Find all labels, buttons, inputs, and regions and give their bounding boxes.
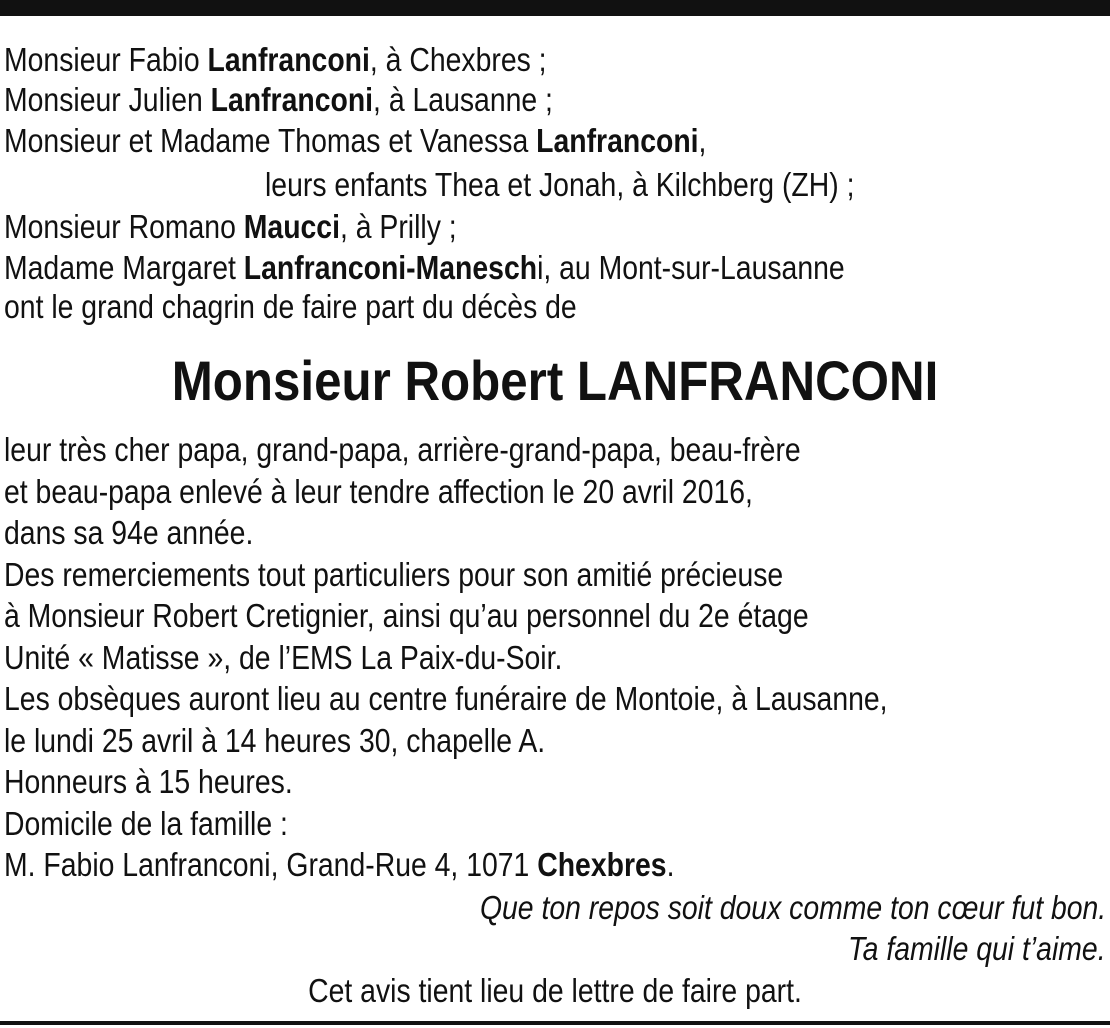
bottom-rule <box>0 1021 1110 1025</box>
body-line-4: Des remerciements tout particuliers pour son amitié précieuse <box>4 556 784 593</box>
body-line-9: Honneurs à 15 heures. <box>4 763 293 800</box>
footer-note: Cet avis tient lieu de lettre de faire part. <box>308 972 802 1009</box>
body-line-7: Les obsèques auront lieu au centre funéraire de Montoie, à Lausanne, <box>4 680 888 717</box>
family-line-4: leurs enfants Thea et Jonah, à Kilchberg (ZH) ; <box>265 166 855 203</box>
family-line-6: Madame Margaret Lanfranconi-Maneschi, au Mont-sur-Lausanne <box>4 249 845 286</box>
body-line-6: Unité « Matisse », de l’EMS La Paix-du-Soir. <box>4 639 563 676</box>
body-line-1: leur très cher papa, grand-papa, arrière-grand-papa, beau-frère <box>4 431 801 468</box>
body-line-3: dans sa 94e année. <box>4 514 254 551</box>
body-line-10: Domicile de la famille : <box>4 805 288 842</box>
body-line-5: à Monsieur Robert Cretignier, ainsi qu’au personnel du 2e étage <box>4 597 809 634</box>
signature: Ta famille qui t’aime. <box>848 930 1106 967</box>
deceased-name: Monsieur Robert LANFRANCONI <box>171 349 939 412</box>
top-rule <box>0 0 1110 16</box>
body-line-8: le lundi 25 avril à 14 heures 30, chapelle A. <box>4 722 546 759</box>
family-line-3: Monsieur et Madame Thomas et Vanessa Lanfranconi, <box>4 122 707 159</box>
epitaph: Que ton repos soit doux comme ton cœur fut bon. <box>479 889 1106 926</box>
family-address: M. Fabio Lanfranconi, Grand-Rue 4, 1071 Chexbres. <box>4 846 675 883</box>
family-line-5: Monsieur Romano Maucci, à Prilly ; <box>4 208 457 245</box>
family-line-2: Monsieur Julien Lanfranconi, à Lausanne ; <box>4 81 553 118</box>
family-line-1: Monsieur Fabio Lanfranconi, à Chexbres ; <box>4 41 547 78</box>
body-line-2: et beau-papa enlevé à leur tendre affection le 20 avril 2016, <box>4 473 753 510</box>
family-line-7: ont le grand chagrin de faire part du décès de <box>4 288 577 325</box>
